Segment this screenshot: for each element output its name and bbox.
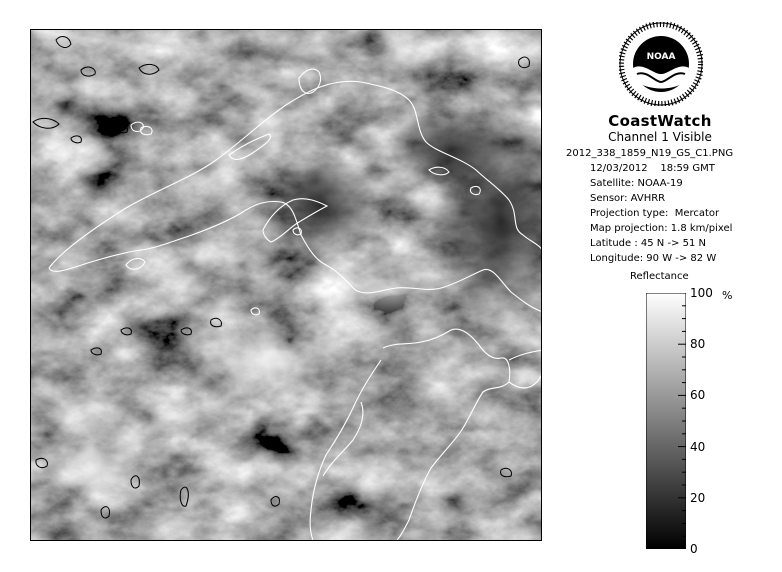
- sensor: Sensor: AVHRR: [590, 193, 666, 204]
- satellite: Satellite: NOAA-19: [590, 178, 683, 189]
- colorbar-tick-label: 80: [690, 337, 706, 352]
- satellite-image-svg: [31, 30, 541, 540]
- colorbar-tick-label: 60: [690, 388, 706, 403]
- dark-region: [391, 110, 511, 190]
- channel-subtitle: Channel 1 Visible: [608, 130, 712, 144]
- colorbar-tick-label: 100: [690, 286, 713, 300]
- colorbar-tick-label: 0: [690, 542, 698, 556]
- projection-type: Projection type: Mercator: [590, 208, 720, 219]
- product-title: CoastWatch: [608, 112, 712, 130]
- latitude-range: Latitude : 45 N -> 51 N: [590, 238, 706, 249]
- noaa-logo: [619, 22, 703, 106]
- datetime: 12/03/2012 18:59 GMT: [590, 163, 715, 174]
- colorbar-label: Reflectance: [630, 271, 689, 282]
- colorbar-tick-label: 40: [690, 439, 706, 454]
- colorbar-tick-label: 20: [690, 490, 706, 505]
- logo-text: NOAA: [646, 52, 676, 62]
- map-projection: Map projection: 1.8 km/pixel: [590, 223, 733, 234]
- colorbar-gradient: [646, 293, 686, 549]
- longitude-range: Longitude: 90 W -> 82 W: [590, 253, 717, 264]
- image-metadata: [566, 146, 733, 266]
- colorbar: [646, 293, 686, 549]
- filename: 2012_338_1859_N19_GS_C1.PNG: [566, 148, 734, 159]
- bright-region: [41, 390, 141, 510]
- dark-region: [266, 150, 376, 260]
- colorbar-unit: %: [722, 289, 733, 302]
- bright-region: [191, 320, 331, 400]
- bright-region: [331, 255, 451, 325]
- satellite-image: [30, 29, 542, 541]
